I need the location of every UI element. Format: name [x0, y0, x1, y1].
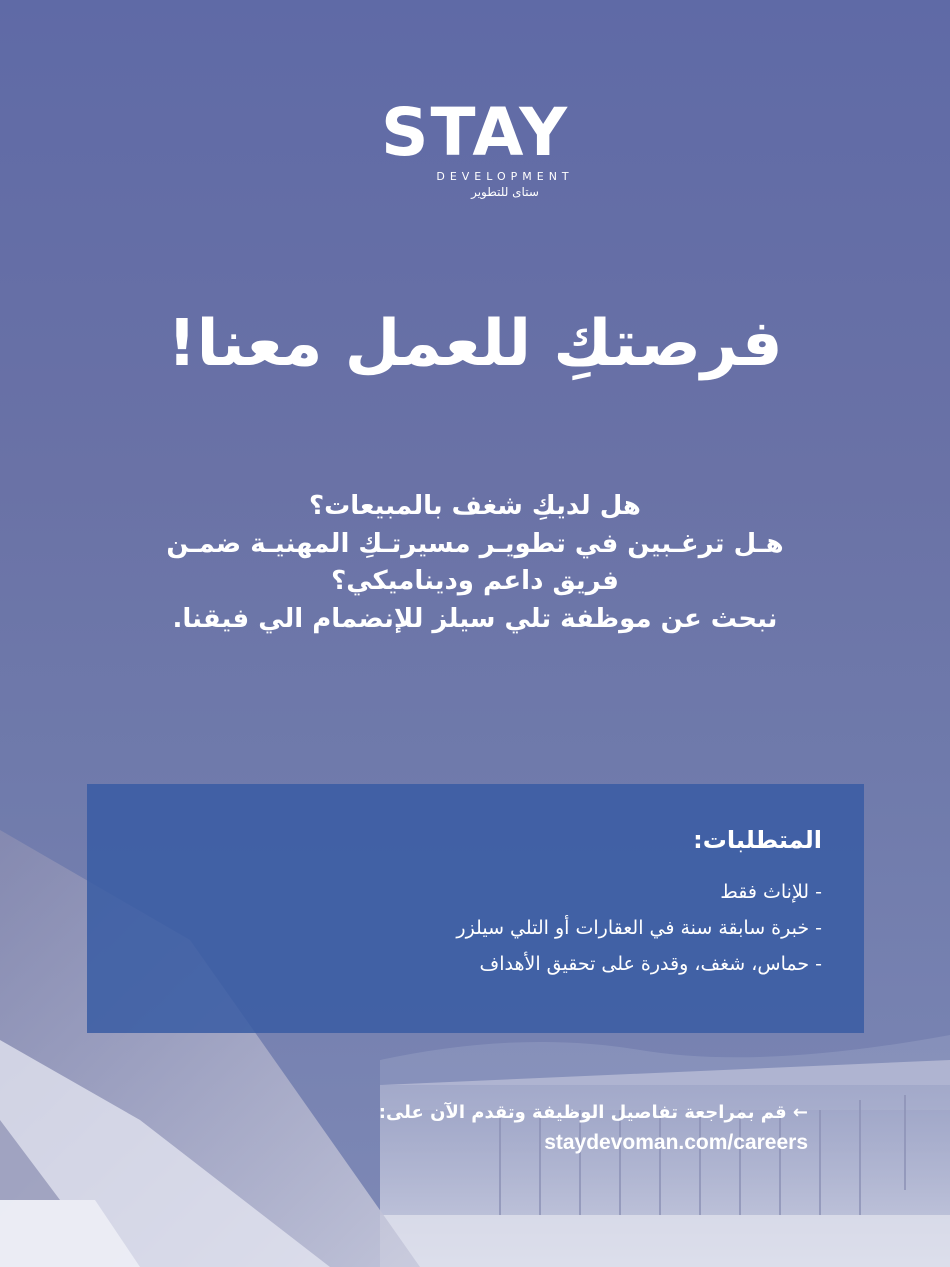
intro-text: [90, 488, 860, 639]
cta-text: ← قم بمراجعة تفاصيل الوظيفة وتقدم الآن على:: [378, 1102, 808, 1123]
requirements-list: [456, 874, 822, 982]
requirements-title: المتطلبات:: [693, 826, 822, 854]
call-to-action: [379, 1098, 808, 1158]
logo-subtitle: DEVELOPMENT: [436, 170, 574, 183]
page-headline: فرصتكِ للعمل معنا!: [167, 307, 783, 381]
logo-wordmark: STAY: [381, 94, 569, 171]
requirement-item: - حماس، شغف، وقدرة على تحقيق الأهداف: [479, 953, 822, 975]
requirements-panel: [87, 784, 864, 1033]
brand-logo: [0, 94, 950, 199]
intro-line: فريق داعم وديناميكي؟: [331, 566, 619, 597]
intro-line: نبحث عن موظفة تلي سيلز للإنضمام الي فيقنا.: [172, 604, 778, 635]
intro-line: هل لديكِ شغف بالمبيعات؟: [309, 491, 641, 521]
intro-line: هـل ترغـبين في تطويـر مسيرتـكِ المهنيـة ضمـن: [166, 528, 784, 559]
requirement-item: - للإناث فقط: [720, 881, 822, 903]
requirement-item: - خبرة سابقة سنة في العقارات أو التلي سيلزر: [456, 917, 822, 939]
logo-arabic-subtitle: ستاى للتطوير: [471, 185, 539, 199]
careers-link[interactable]: staydevoman.com/careers: [544, 1131, 808, 1154]
